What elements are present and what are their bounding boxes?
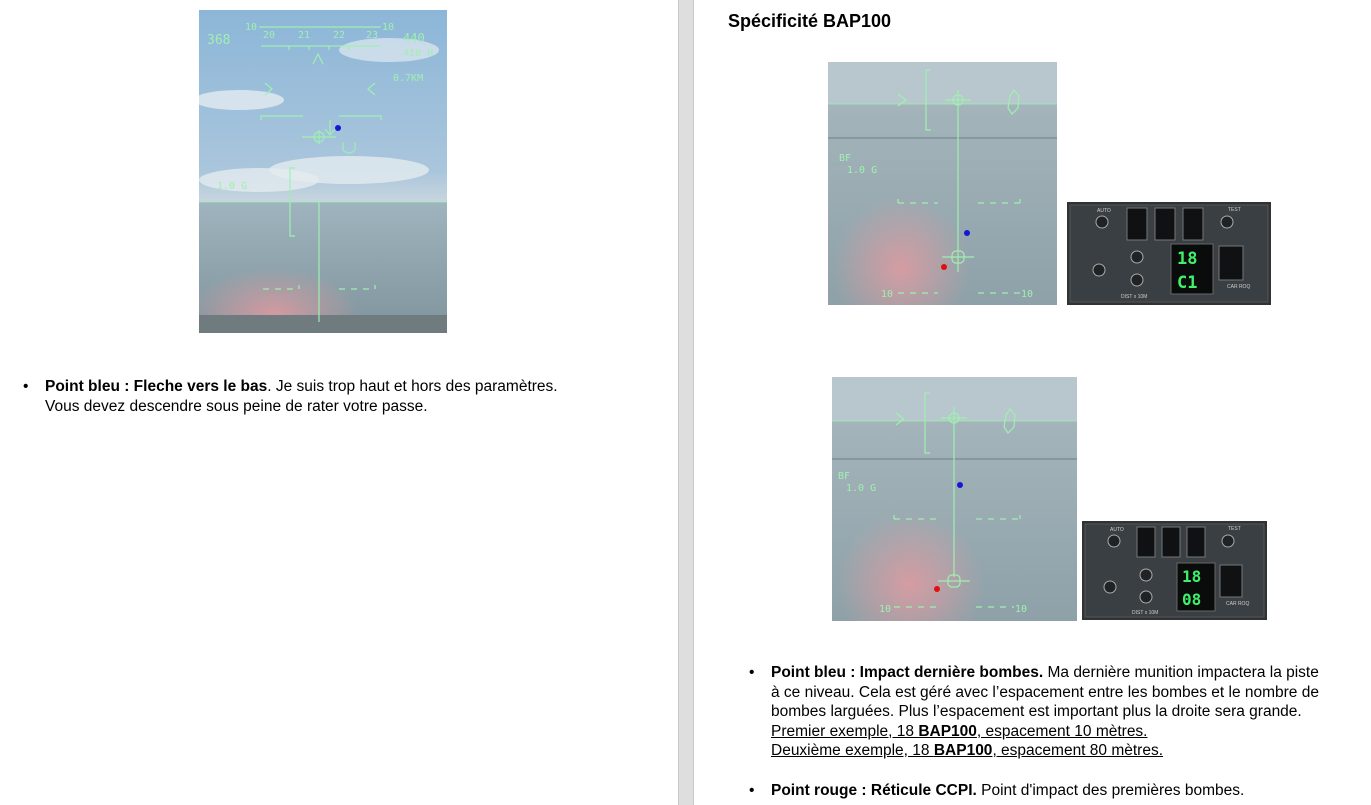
- left-page: [0, 0, 678, 805]
- panel-car-label: CAR ROQ: [1227, 284, 1251, 290]
- hud-g-load: 1.0 G: [846, 483, 877, 494]
- hud-airspeed: 368: [207, 33, 231, 48]
- panel-auto-label: AUTO: [1110, 527, 1124, 533]
- bullet-heading: Point rouge : Réticule CCPI.: [771, 781, 977, 799]
- hud-scale-right-number: 10: [382, 22, 395, 33]
- hud-heading-20: 20: [263, 30, 276, 41]
- example-2-suffix: , espacement 80 mètres.: [992, 742, 1164, 759]
- bullet-text: . Je suis trop haut et hors des paramètres.: [267, 378, 558, 395]
- list-item: [23, 377, 665, 416]
- panel-test-label: TEST: [1228, 207, 1241, 213]
- hud-scale-left-number: 10: [881, 289, 894, 300]
- hud-heading-22: 22: [333, 30, 346, 41]
- hud-heading-23: 23: [366, 30, 379, 41]
- hud-range: 0.7KM: [393, 73, 424, 84]
- example-1-munition: BAP100: [918, 722, 977, 740]
- example-2-prefix: Deuxième exemple, 18: [771, 742, 934, 759]
- page-gutter: [678, 0, 694, 805]
- list-item: [749, 781, 1369, 801]
- bullet-text-line2: Vous devez descendre sous peine de rater votre passe.: [45, 397, 428, 415]
- panel-dist-label: DIST x 10M: [1132, 610, 1159, 616]
- hud-bf-label: BF: [838, 471, 851, 482]
- example-1-suffix: , espacement 10 mètres.: [976, 722, 1148, 740]
- right-page: [694, 0, 1371, 805]
- panel-car-label: CAR ROQ: [1226, 601, 1250, 607]
- bullet-icon: •: [23, 378, 29, 395]
- panel-spacing-display: C1: [1177, 273, 1198, 293]
- hud-altitude: 440: [403, 31, 425, 45]
- hud-g-load: 1.0 G: [217, 181, 248, 192]
- panel-quantity-display: 18: [1182, 567, 1202, 586]
- hud-altitude-mode: 410 H: [403, 48, 434, 59]
- hud-heading-21: 21: [298, 30, 311, 41]
- bomb-panel-example1: [1067, 202, 1271, 305]
- bullet-heading: Point bleu : Fleche vers le bas: [45, 378, 268, 395]
- hud-scale-left-number: 10: [879, 604, 892, 615]
- panel-quantity-display: 18: [1177, 249, 1198, 269]
- hud-screenshot-bap100-example2: [832, 377, 1077, 621]
- bullet-icon: •: [749, 664, 755, 681]
- list-item: [749, 663, 1369, 761]
- hud-scale-right-number: 10: [1015, 604, 1028, 615]
- example-2-line: [771, 742, 1163, 759]
- bomb-panel-example2: [1082, 521, 1267, 620]
- example-2-munition: BAP100: [933, 742, 993, 759]
- section-heading: Spécificité BAP100: [728, 11, 892, 31]
- panel-dist-label: DIST x 10M: [1121, 294, 1148, 300]
- bullet-text: Point d'impact des premières bombes.: [976, 781, 1245, 799]
- panel-auto-label: AUTO: [1097, 208, 1111, 214]
- bullet-icon: •: [749, 781, 755, 799]
- right-bullet-list: [749, 663, 1369, 800]
- hud-scale-right-number: 10: [1021, 289, 1034, 300]
- example-1-line: [771, 723, 1148, 740]
- example-1-prefix: Premier exemple, 18: [771, 722, 919, 740]
- bullet-heading: Point bleu : Impact dernière bombes.: [771, 664, 1044, 681]
- bullet-text-line2: à ce niveau. Cela est géré avec l’espacement entre les bombes et le nombre de: [771, 683, 1319, 701]
- hud-g-load: 1.0 G: [847, 165, 878, 176]
- panel-test-label: TEST: [1228, 526, 1241, 532]
- hud-bf-label: BF: [839, 153, 852, 164]
- panel-spacing-display: 08: [1182, 590, 1202, 609]
- bullet-text-line3: bombes larguées. Plus l’espacement est important plus la droite sera grande.: [771, 703, 1302, 720]
- bullet-text: Ma dernière munition impactera la piste: [1043, 664, 1319, 681]
- hud-screenshot-descent: [199, 10, 447, 333]
- hud-screenshot-bap100-example1: [828, 62, 1057, 305]
- left-bullet-list: [23, 377, 665, 416]
- hud-scale-left-number: 10: [245, 22, 258, 33]
